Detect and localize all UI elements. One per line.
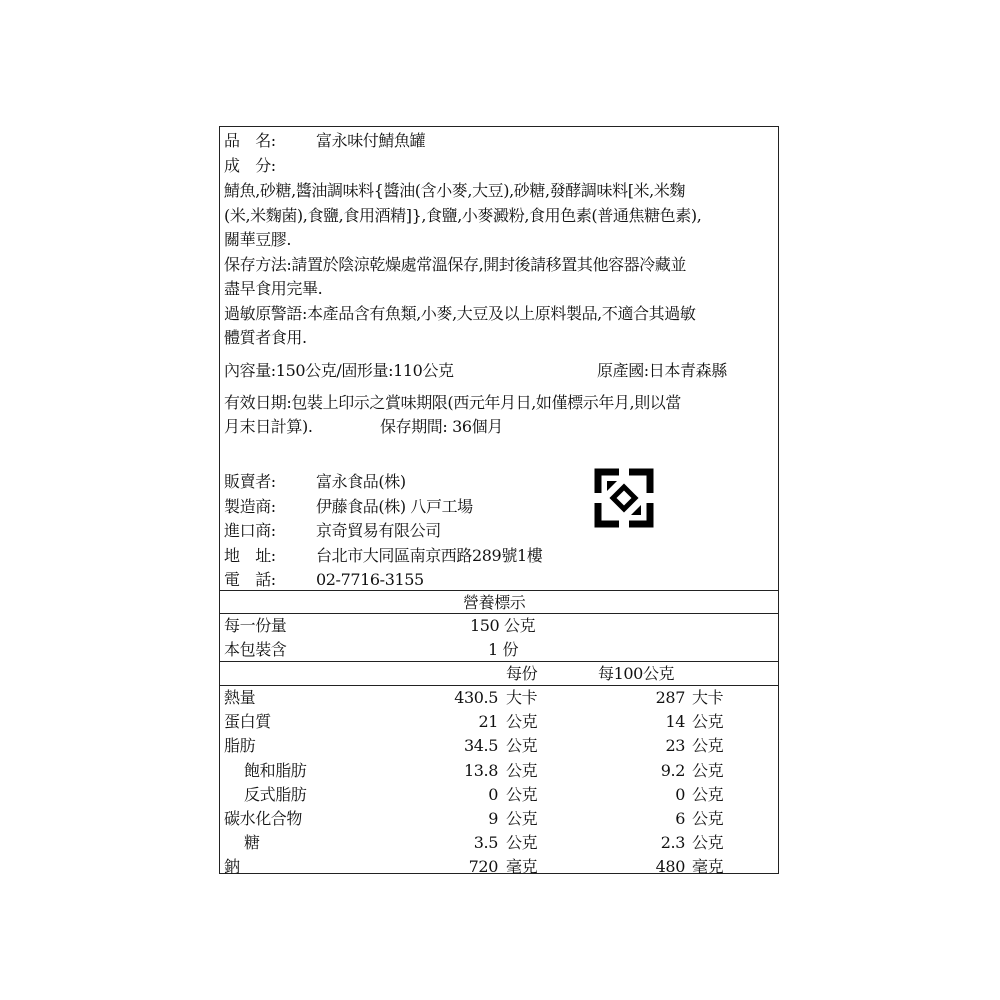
nutrient-value-per-100g: 14 bbox=[665, 712, 685, 732]
nutrient-unit-per-serving: 公克 bbox=[506, 736, 538, 756]
allergen-line-1: 過敏原警語:本產品含有魚類,小麥,大豆及以上原料製品,不適合其過敏 bbox=[224, 304, 696, 323]
nutrient-value-per-100g: 6 bbox=[675, 809, 685, 828]
nutrient-value-per-serving: 9 bbox=[488, 809, 498, 828]
nutrient-unit-per-serving: 公克 bbox=[506, 809, 538, 828]
nutrient-unit-per-serving: 公克 bbox=[506, 712, 538, 732]
serving-size-value: 150 公克 bbox=[470, 616, 536, 635]
nutrient-unit-per-100g: 毫克 bbox=[692, 857, 724, 877]
nutrient-unit-per-100g: 公克 bbox=[692, 736, 724, 756]
divider-nutrition-serving bbox=[220, 661, 778, 662]
storage-line-1: 保存方法:請置於陰涼乾燥處常溫保存,開封後請移置其他容器冷藏並 bbox=[224, 255, 687, 274]
address-label: 地 址: bbox=[224, 546, 276, 565]
ingredients-line-2: (米,米麴菌),食鹽,食用酒精]},食鹽,小麥澱粉,食用色素(普通焦糖色素), bbox=[224, 206, 702, 225]
servings-label: 本包裝含 bbox=[224, 640, 287, 659]
nutrient-value-per-serving: 720 bbox=[468, 857, 498, 877]
nutrient-unit-per-100g: 公克 bbox=[692, 784, 724, 804]
nutrient-value-per-serving: 13.8 bbox=[463, 760, 498, 780]
nutrient-value-per-100g: 23 bbox=[665, 736, 685, 756]
divider-nutrition-top bbox=[220, 590, 778, 591]
seller-label: 販賣者: bbox=[224, 472, 276, 491]
col-per-serving: 每份 bbox=[506, 664, 538, 683]
nutrient-name: 蛋白質 bbox=[224, 712, 271, 732]
nutrient-name: 糖 bbox=[244, 833, 260, 853]
nutrient-unit-per-100g: 大卡 bbox=[692, 688, 724, 707]
nutrient-unit-per-serving: 毫克 bbox=[506, 857, 538, 877]
nutrient-name: 碳水化合物 bbox=[224, 809, 303, 828]
divider-nutrition-header bbox=[220, 685, 778, 686]
servings-value: 1 份 bbox=[488, 640, 519, 659]
phone-value: 02-7716-3155 bbox=[316, 570, 424, 589]
storage-line-2: 盡早食用完畢. bbox=[224, 279, 323, 298]
nutrient-unit-per-serving: 公克 bbox=[506, 760, 538, 780]
allergen-line-2: 體質者食用. bbox=[224, 328, 307, 347]
origin-country: 原產國:日本青森縣 bbox=[597, 361, 727, 380]
manufacturer-value: 伊藤食品(株) 八戸工場 bbox=[316, 497, 473, 516]
nutrient-value-per-serving: 0 bbox=[488, 784, 498, 804]
nutrient-unit-per-serving: 公克 bbox=[506, 833, 538, 853]
nutrient-value-per-serving: 34.5 bbox=[463, 736, 498, 756]
nutrient-value-per-serving: 3.5 bbox=[473, 833, 498, 853]
product-name-label: 品 名: bbox=[224, 131, 276, 150]
ingredients-line-3: 關華豆膠. bbox=[224, 230, 292, 249]
nutrient-name: 熱量 bbox=[224, 688, 256, 707]
address-value: 台北市大同區南京西路289號1樓 bbox=[316, 546, 543, 565]
nutrient-value-per-100g: 287 bbox=[655, 688, 685, 707]
importer-label: 進口商: bbox=[224, 521, 276, 540]
expiry-line-1: 有效日期:包裝上印示之賞味期限(西元年月日,如僅標示年月,則以當 bbox=[224, 393, 682, 412]
nutrient-unit-per-100g: 公克 bbox=[692, 833, 724, 853]
nutrient-value-per-serving: 430.5 bbox=[454, 688, 498, 707]
product-name-value: 富永味付鯖魚罐 bbox=[316, 131, 426, 150]
nutrient-name: 脂肪 bbox=[224, 736, 256, 756]
recycle-mark-icon bbox=[593, 467, 655, 529]
nutrient-value-per-serving: 21 bbox=[478, 712, 498, 732]
nutrient-unit-per-100g: 公克 bbox=[692, 760, 724, 780]
divider-nutrition-title bbox=[220, 613, 778, 614]
manufacturer-label: 製造商: bbox=[224, 497, 276, 516]
importer-value: 京奇貿易有限公司 bbox=[316, 521, 441, 540]
content-volume: 內容量:150公克/固形量:110公克 bbox=[224, 361, 454, 380]
nutrient-name: 飽和脂肪 bbox=[244, 760, 307, 780]
nutrient-name: 鈉 bbox=[224, 857, 240, 877]
expiry-line-2: 月末日計算). bbox=[224, 417, 313, 436]
nutrient-value-per-100g: 0 bbox=[675, 784, 685, 804]
ingredients-label: 成 分: bbox=[224, 156, 276, 175]
nutrient-value-per-100g: 9.2 bbox=[660, 760, 685, 780]
nutrient-unit-per-100g: 公克 bbox=[692, 809, 724, 828]
serving-size-label: 每一份量 bbox=[224, 616, 287, 635]
product-label bbox=[219, 126, 779, 877]
nutrition-title: 營養標示 bbox=[463, 593, 526, 612]
col-per-100g: 每100公克 bbox=[598, 664, 675, 683]
nutrient-name: 反式脂肪 bbox=[244, 784, 307, 804]
nutrient-value-per-100g: 480 bbox=[655, 857, 685, 877]
nutrient-value-per-100g: 2.3 bbox=[660, 833, 685, 853]
nutrient-unit-per-serving: 公克 bbox=[506, 784, 538, 804]
shelf-life: 保存期間: 36個月 bbox=[380, 417, 503, 436]
phone-label: 電 話: bbox=[224, 570, 276, 589]
ingredients-line-1: 鯖魚,砂糖,醬油調味料{醬油(含小麥,大豆),砂糖,發酵調味料[米,米麴 bbox=[224, 181, 686, 200]
nutrient-unit-per-100g: 公克 bbox=[692, 712, 724, 732]
seller-value: 富永食品(株) bbox=[316, 472, 406, 491]
nutrient-unit-per-serving: 大卡 bbox=[506, 688, 538, 707]
